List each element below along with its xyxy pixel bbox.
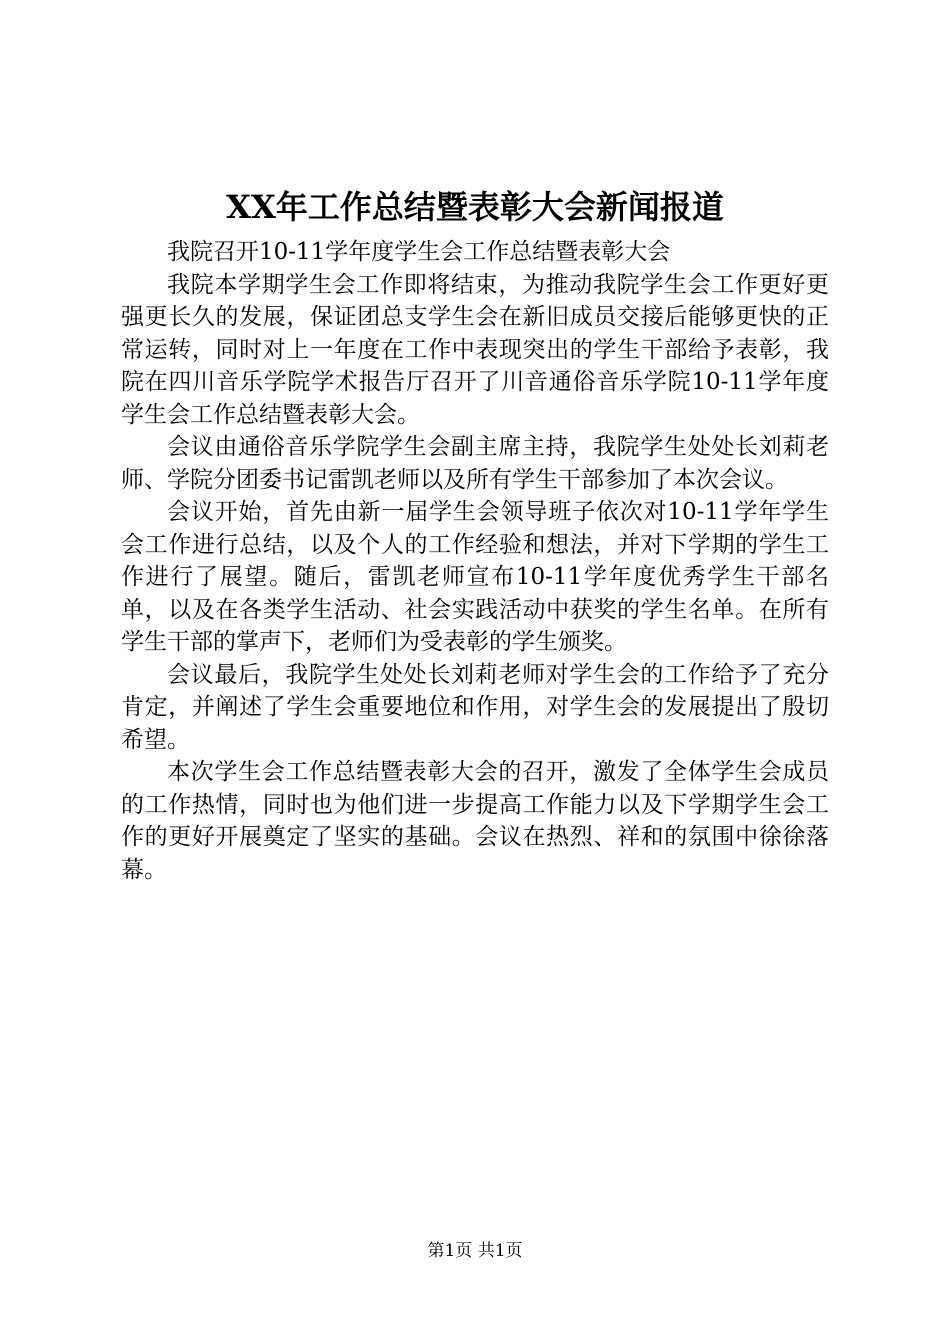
paragraph-4: 会议最后，我院学生处处长刘莉老师对学生会的工作给予了充分肯定，并阐述了学生会重要地位和作用，对学生会的发展提出了殷切希望。	[121, 661, 829, 753]
page-number-footer: 第1页 共1页	[427, 1241, 523, 1261]
document-body	[121, 236, 829, 886]
paragraph-3: 会议开始，首先由新一届学生会领导班子依次对10-11学年学生会工作进行总结，以及个人的工作经验和想法，并对下学期的学生工作进行了展望。随后，雷凯老师宣布10-11学年度优秀学生干部名单，以及在各类学生活动、社会实践活动中获奖的学生名单。在所有学生干部的掌声下，老师们为受表彰的学生颁奖。	[121, 499, 829, 655]
document-title: XX年工作总结暨表彰大会新闻报道	[226, 188, 724, 226]
paragraph-5: 本次学生会工作总结暨表彰大会的召开，激发了全体学生会成员的工作热情，同时也为他们进一步提高工作能力以及下学期学生会工作的更好开展奠定了坚实的基础。会议在热烈、祥和的氛围中徐徐落幕。	[121, 759, 829, 883]
document-subheading: 我院召开10-11学年度学生会工作总结暨表彰大会	[167, 239, 671, 265]
paragraph-1: 我院本学期学生会工作即将结束，为推动我院学生会工作更好更强更长久的发展，保证团总支学生会在新旧成员交接后能够更快的正常运转，同时对上一年度在工作中表现突出的学生干部给予表彰，我院在四川音乐学院学术报告厅召开了川音通俗音乐学院10-11学年度学生会工作总结暨表彰大会。	[121, 271, 829, 428]
paragraph-2: 会议由通俗音乐学院学生会副主席主持，我院学生处处长刘莉老师、学院分团委书记雷凯老师以及所有学生干部参加了本次会议。	[121, 434, 829, 493]
